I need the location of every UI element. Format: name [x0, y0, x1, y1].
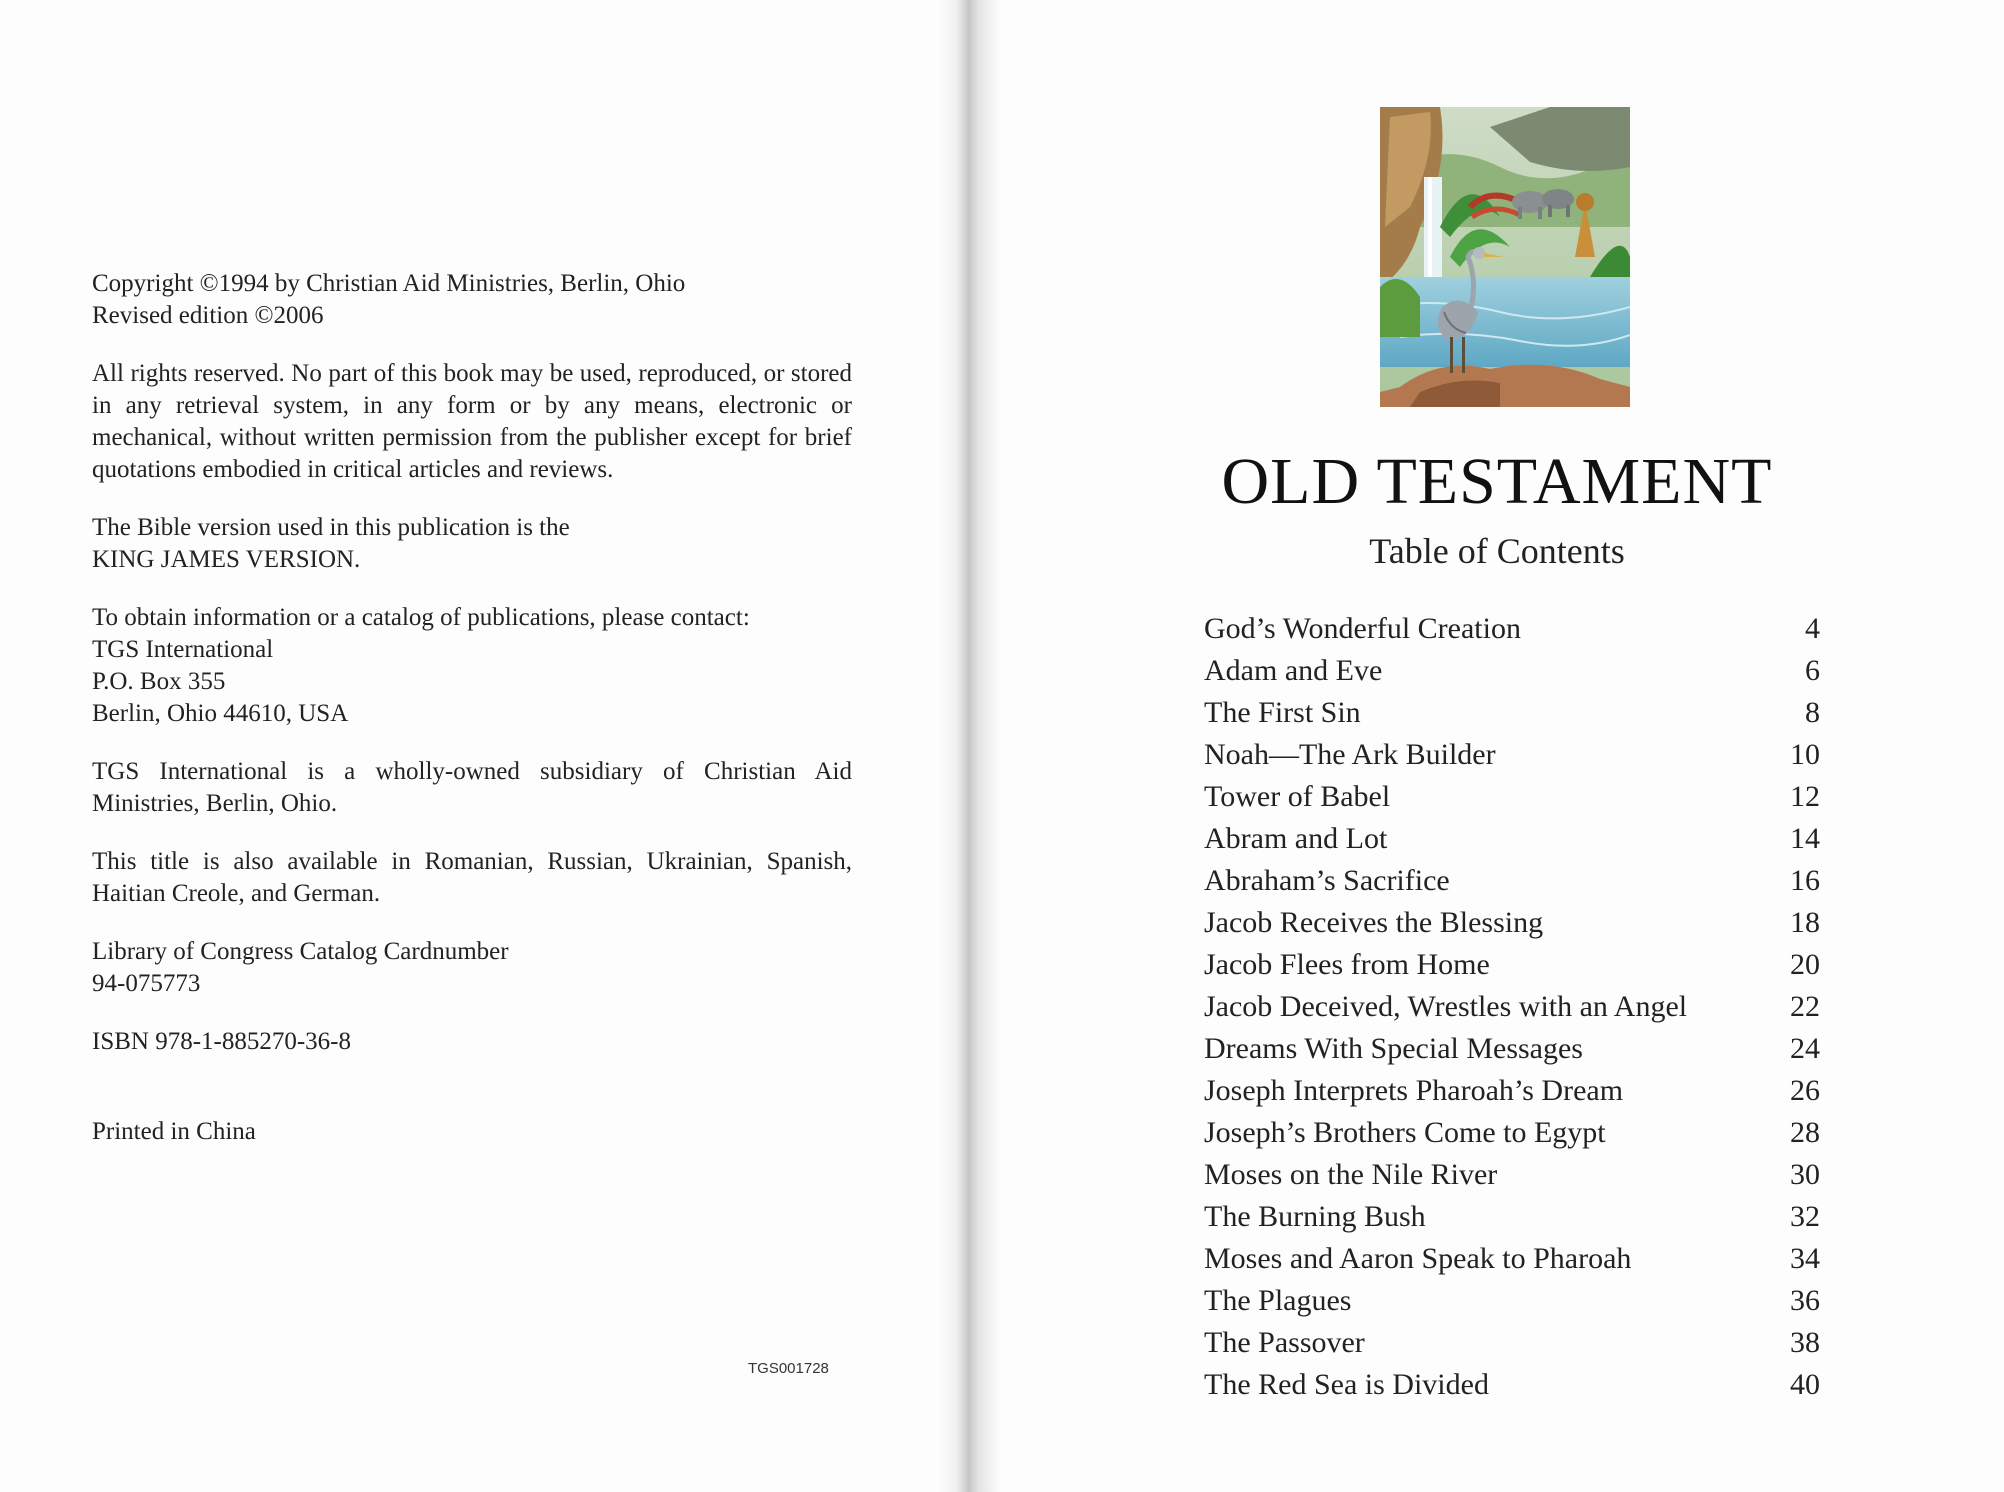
toc-entry-title: Dreams With Special Messages — [1204, 1032, 1583, 1065]
toc-entry — [1204, 654, 1820, 696]
toc-entry — [1204, 738, 1820, 780]
isbn-paragraph: ISBN 978-1-885270-36-8 — [92, 1028, 352, 1055]
toc-entry — [1204, 1326, 1820, 1368]
loc-paragraph — [92, 936, 852, 1000]
heron-waterfall-illustration — [1380, 107, 1630, 407]
toc-entry — [1204, 696, 1820, 738]
toc-entry — [1204, 948, 1820, 990]
toc-entry-title: The Red Sea is Divided — [1204, 1368, 1489, 1401]
toc-list — [1204, 612, 1820, 1410]
toc-entry-page: 22 — [1790, 990, 1820, 1023]
toc-entry-title: Moses on the Nile River — [1204, 1158, 1498, 1191]
catalog-code: TGS001728 — [748, 1360, 829, 1377]
table-of-contents-heading: Table of Contents — [1369, 531, 1625, 571]
rights-paragraph: All rights reserved. No part of this book may be used, reproduced, or stored in any retrieval system, in any form or by any means, electronic or mechanical, without written permission from the publisher except for brief quotations embodied in critical articles and reviews. — [92, 360, 852, 483]
contact-paragraph — [92, 602, 852, 730]
toc-entry-title: The Plagues — [1204, 1284, 1352, 1317]
toc-entry-title: The Passover — [1204, 1326, 1365, 1359]
printed-in-paragraph: Printed in China — [92, 1118, 256, 1145]
old-testament-title: OLD TESTAMENT — [1221, 445, 1773, 518]
contact-po-box: P.O. Box 355 — [92, 668, 226, 695]
toc-entry-page: 8 — [1805, 696, 1820, 729]
toc-entry-page: 20 — [1790, 948, 1820, 981]
bible-version-name: KING JAMES VERSION. — [92, 546, 361, 573]
toc-entry-page: 26 — [1790, 1074, 1820, 1107]
toc-entry-title: Abraham’s Sacrifice — [1204, 864, 1450, 897]
toc-entry — [1204, 1242, 1820, 1284]
toc-page — [990, 0, 2004, 1492]
imprint-block — [92, 268, 852, 1174]
toc-entry-page: 4 — [1805, 612, 1820, 645]
toc-entry — [1204, 612, 1820, 654]
toc-entry-page: 36 — [1790, 1284, 1820, 1317]
toc-entry — [1204, 1284, 1820, 1326]
toc-entry — [1204, 906, 1820, 948]
toc-entry-title: Adam and Eve — [1204, 654, 1383, 687]
toc-entry — [1204, 1158, 1820, 1200]
toc-entry-page: 28 — [1790, 1116, 1820, 1149]
contact-name: TGS International — [92, 636, 274, 663]
toc-entry — [1204, 1074, 1820, 1116]
toc-entry — [1204, 1032, 1820, 1074]
bible-version-line: The Bible version used in this publication is the — [92, 514, 570, 541]
toc-entry-title: The Burning Bush — [1204, 1200, 1426, 1233]
toc-entry-title: Jacob Flees from Home — [1204, 948, 1490, 981]
imprint-page — [0, 0, 960, 1492]
toc-entry — [1204, 1368, 1820, 1410]
toc-entry-title: Moses and Aaron Speak to Pharoah — [1204, 1242, 1632, 1275]
toc-entry-title: Jacob Receives the Blessing — [1204, 906, 1544, 939]
subsidiary-paragraph: TGS International is a wholly-owned subsidiary of Christian Aid Ministries, Berlin, Ohio. — [92, 758, 852, 817]
loc-number: 94-075773 — [92, 970, 201, 997]
toc-entry-page: 38 — [1790, 1326, 1820, 1359]
toc-entry-page: 32 — [1790, 1200, 1820, 1233]
toc-entry-page: 40 — [1790, 1368, 1820, 1401]
toc-entry-title: Abram and Lot — [1204, 822, 1388, 855]
toc-entry-title: Jacob Deceived, Wrestles with an Angel — [1204, 990, 1688, 1023]
creation-illustration — [1380, 107, 1630, 407]
toc-entry-title: Joseph Interprets Pharoah’s Dream — [1204, 1074, 1624, 1107]
toc-entry-page: 16 — [1790, 864, 1820, 897]
copyright-paragraph — [92, 268, 852, 332]
toc-entry — [1204, 1116, 1820, 1158]
toc-entry-page: 34 — [1790, 1242, 1820, 1275]
toc-entry-title: Joseph’s Brothers Come to Egypt — [1204, 1116, 1606, 1149]
copyright-line: Copyright ©1994 by Christian Aid Ministries, Berlin, Ohio — [92, 270, 686, 297]
toc-entry — [1204, 1200, 1820, 1242]
toc-entry-page: 6 — [1805, 654, 1820, 687]
toc-entry-title: Tower of Babel — [1204, 780, 1391, 813]
revised-edition-line: Revised edition ©2006 — [92, 302, 324, 329]
toc-entry-page: 30 — [1790, 1158, 1820, 1191]
loc-label: Library of Congress Catalog Cardnumber — [92, 938, 509, 965]
toc-entry — [1204, 780, 1820, 822]
toc-entry-title: The First Sin — [1204, 696, 1361, 729]
bible-version-paragraph — [92, 512, 852, 576]
toc-entry-page: 24 — [1790, 1032, 1820, 1065]
toc-entry-page: 10 — [1790, 738, 1820, 771]
toc-entry-title: God’s Wonderful Creation — [1204, 612, 1521, 645]
contact-intro: To obtain information or a catalog of publications, please contact: — [92, 604, 750, 631]
toc-entry-title: Noah—The Ark Builder — [1204, 738, 1496, 771]
languages-paragraph: This title is also available in Romanian, Russian, Ukrainian, Spanish, Haitian Creole, and German. — [92, 848, 852, 907]
toc-entry-page: 14 — [1790, 822, 1820, 855]
toc-entry — [1204, 990, 1820, 1032]
toc-entry-page: 18 — [1790, 906, 1820, 939]
toc-entry — [1204, 864, 1820, 906]
toc-entry — [1204, 822, 1820, 864]
toc-entry-page: 12 — [1790, 780, 1820, 813]
contact-city: Berlin, Ohio 44610, USA — [92, 700, 349, 727]
